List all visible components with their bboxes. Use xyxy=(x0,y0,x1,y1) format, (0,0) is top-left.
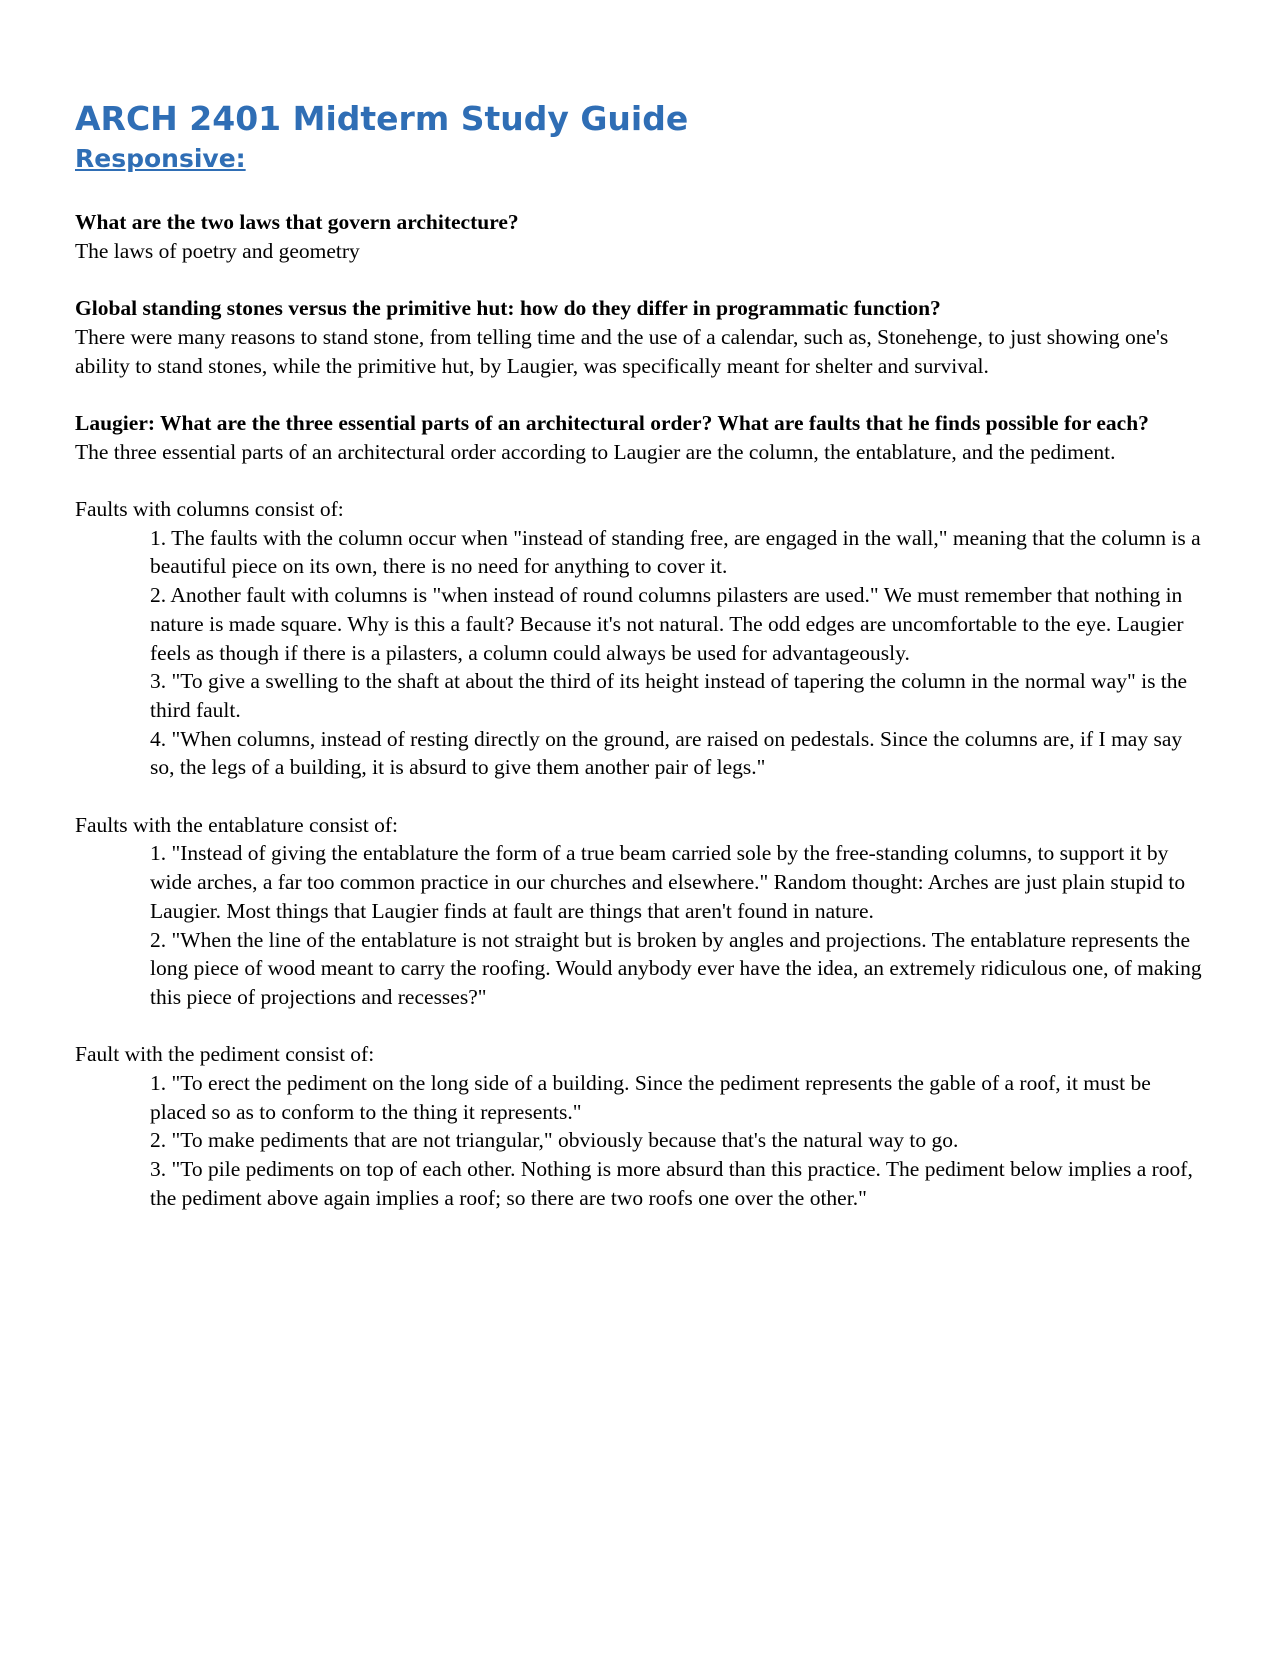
qa-block xyxy=(75,208,1210,265)
fault-group-heading: Faults with the entablature consist of: xyxy=(75,812,399,837)
list-item: 4. "When columns, instead of resting directly on the ground, are raised on pedestals. Since the columns are, if I may say so, the legs of a building, it is absurd to give them another pair of legs." xyxy=(150,726,1183,780)
fault-group-columns xyxy=(75,495,1210,782)
qa-block xyxy=(75,294,1210,380)
fault-group-heading: Fault with the pediment consist of: xyxy=(75,1042,375,1067)
fault-group-pediment xyxy=(75,1040,1210,1212)
list-item: 2. "To make pediments that are not triangular," obviously because that's the natural way to go. xyxy=(150,1128,959,1153)
question-text: Laugier: What are the three essential parts of an architectural order? What are faults that he finds possible for each? xyxy=(75,410,1149,435)
section-subtitle: Responsive: xyxy=(75,144,246,173)
question-text: What are the two laws that govern architecture? xyxy=(75,210,519,234)
list-item: 2. Another fault with columns is "when instead of round columns pilasters are used." We must remember that nothing in nature is made square. Why is this a fault? Because it's not natural. The odd edges are uncomfortable to the eye. Laugier feels as though if there is a pilasters, a column could always be used for advantageously. xyxy=(150,583,1184,665)
list-item: 3. "To give a swelling to the shaft at about the third of its height instead of tapering the column in the normal way" is the third fault. xyxy=(150,669,1188,722)
answer-text: There were many reasons to stand stone, from telling time and the use of a calendar, such as, Stonehenge, to just showing one's ability to stand stones, while the primitive hut, by Laugier, was specifically meant for shelter and survival. xyxy=(75,324,1169,378)
qa-block xyxy=(75,409,1210,466)
list-item: 1. "Instead of giving the entablature the form of a true beam carried sole by the free-standing columns, to support it by wide arches, a far too common practice in our churches and elsewhere." Random thought: Arches are just plain stupid to Laugier. Most things that Laugier finds at fault are things that aren't found in nature. xyxy=(150,841,1186,923)
document-title: ARCH 2401 Midterm Study Guide xyxy=(75,99,689,138)
question-text: Global standing stones versus the primitive hut: how do they differ in programmatic function? xyxy=(75,296,941,321)
list-item: 1. "To erect the pediment on the long side of a building. Since the pediment represents the gable of a roof, it must be placed so as to conform to the thing it represents." xyxy=(150,1071,1151,1124)
list-item: 3. "To pile pediments on top of each other. Nothing is more absurd than this practice. The pediment below implies a roof, the pediment above again implies a roof; so there are two roofs one over the other." xyxy=(150,1157,1193,1210)
fault-group-entablature xyxy=(75,811,1210,1012)
fault-list xyxy=(75,1069,1210,1213)
answer-text: The three essential parts of an architectural order according to Laugier are the column, the entablature, and the pediment. xyxy=(75,439,1116,464)
document-page xyxy=(75,96,1210,1241)
list-item: 1. The faults with the column occur when "instead of standing free, are engaged in the wall," meaning that the column is a beautiful piece on its own, there is no need for anything to cover it. xyxy=(150,525,1201,579)
fault-list xyxy=(75,839,1210,1011)
list-item: 2. "When the line of the entablature is not straight but is broken by angles and projections. The entablature represents the long piece of wood meant to carry the roofing. Would anybody ever have the idea, an extremely ridiculous one, of making this piece of projections and recesses?" xyxy=(150,927,1202,1009)
fault-list xyxy=(75,524,1210,782)
fault-group-heading: Faults with columns consist of: xyxy=(75,496,344,521)
answer-text: The laws of poetry and geometry xyxy=(75,238,360,263)
